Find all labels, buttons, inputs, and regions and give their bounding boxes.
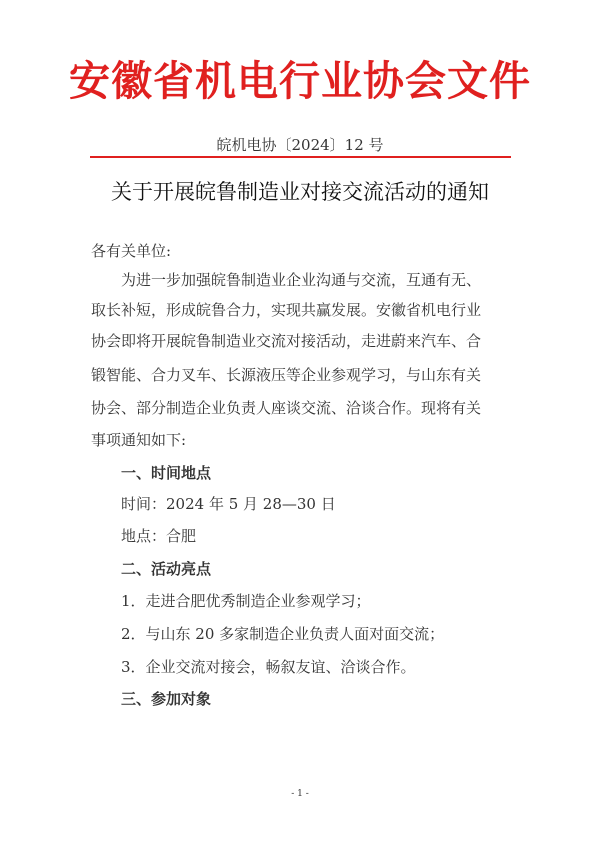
intro-line: 取长补短，形成皖鲁合力，实现共赢发展。安徽省机电行业 [91, 301, 482, 319]
page-number: - 1 - [291, 789, 309, 799]
event-time: 时间：2024 年 5 月 28—30 日 [121, 495, 336, 513]
header-red-rule [90, 156, 511, 158]
section-heading-participants: 三、参加对象 [121, 690, 212, 708]
notice-title: 关于开展皖鲁制造业对接交流活动的通知 [111, 180, 489, 204]
org-header-title: 安徽省机电行业协会文件 [69, 57, 531, 105]
salutation: 各有关单位: [91, 242, 172, 260]
intro-line: 协会、部分制造企业负责人座谈交流、洽谈合作。现将有关 [91, 399, 482, 417]
highlight-item: 3．企业交流对接会，畅叙友谊、洽谈合作。 [121, 658, 416, 676]
document-number: 皖机电协〔2024〕12 号 [216, 136, 384, 154]
highlight-item: 1．走进合肥优秀制造企业参观学习； [121, 592, 371, 610]
intro-line: 锻智能、合力叉车、长源液压等企业参观学习，与山东有关 [91, 366, 482, 384]
event-place: 地点：合肥 [121, 527, 197, 545]
intro-line: 为进一步加强皖鲁制造业企业沟通与交流，互通有无、 [121, 271, 482, 289]
highlight-item: 2．与山东 20 多家制造企业负责人面对面交流； [121, 625, 445, 643]
section-heading-time-place: 一、时间地点 [121, 464, 212, 482]
intro-line: 协会即将开展皖鲁制造业交流对接活动，走进蔚来汽车、合 [91, 332, 482, 350]
intro-line: 事项通知如下: [91, 431, 187, 449]
section-heading-highlights: 二、活动亮点 [121, 560, 212, 578]
